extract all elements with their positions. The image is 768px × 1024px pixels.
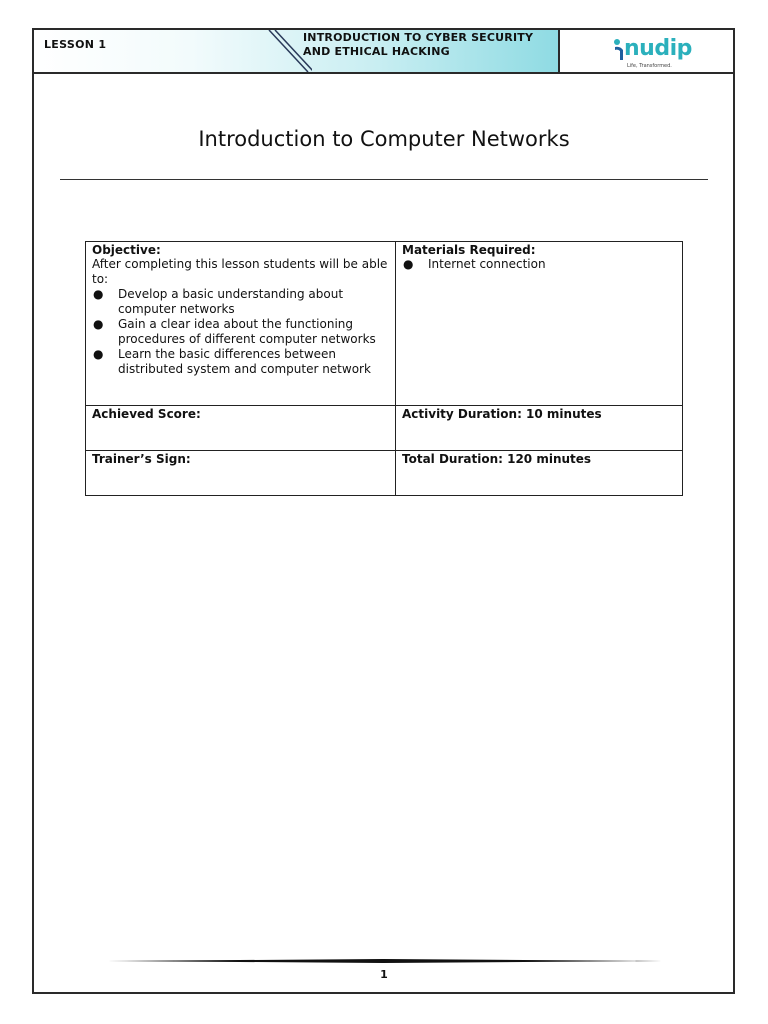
- bullet-icon: ●: [93, 287, 104, 301]
- logo-wordmark: nudip: [624, 36, 692, 61]
- total-duration-label: Total Duration: 120 minutes: [402, 452, 592, 466]
- header-divider: [558, 30, 560, 72]
- list-item: [92, 317, 389, 347]
- activity-duration-cell: [396, 406, 683, 451]
- materials-list: [402, 257, 676, 272]
- objective-item-text: Learn the basic differences between distributed system and computer network: [118, 347, 371, 376]
- total-duration-cell: [396, 451, 683, 496]
- bullet-icon: ●: [93, 317, 104, 331]
- trainer-sign-cell: [86, 451, 396, 496]
- lesson-label: LESSON 1: [44, 38, 107, 51]
- title-divider: [60, 179, 708, 180]
- lesson-info-table: [85, 241, 683, 496]
- objective-item-text: Gain a clear idea about the functioning procedures of different computer networks: [118, 317, 376, 346]
- logo-tagline: Life, Transformed.: [627, 63, 672, 69]
- page-header: [34, 30, 733, 74]
- course-title-line-1: INTRODUCTION TO CYBER SECURITY: [303, 31, 534, 44]
- materials-label: Materials Required:: [402, 243, 536, 257]
- objective-list: [92, 287, 389, 377]
- objective-label: Objective:: [92, 243, 161, 257]
- list-item: [92, 287, 389, 317]
- table-row: [86, 242, 683, 406]
- objective-intro: After completing this lesson students will be able to:: [92, 257, 388, 286]
- course-title: [303, 31, 533, 59]
- materials-item-text: Internet connection: [428, 257, 546, 271]
- page-frame: [32, 28, 735, 994]
- materials-cell: [396, 242, 683, 406]
- bullet-icon: ●: [403, 257, 414, 271]
- page-title: Introduction to Computer Networks: [198, 127, 570, 151]
- activity-duration-label: Activity Duration: 10 minutes: [402, 407, 602, 421]
- achieved-score-label: Achieved Score:: [92, 407, 201, 421]
- table-row: [86, 406, 683, 451]
- footer-divider: [107, 958, 662, 964]
- list-item: [92, 347, 389, 377]
- trainer-sign-label: Trainer’s Sign:: [92, 452, 191, 466]
- table-row: [86, 451, 683, 496]
- list-item: [402, 257, 676, 272]
- course-title-line-2: AND ETHICAL HACKING: [303, 45, 450, 58]
- objective-item-text: Develop a basic understanding about computer networks: [118, 287, 344, 316]
- bullet-icon: ●: [93, 347, 104, 361]
- objective-cell: [86, 242, 396, 406]
- achieved-score-cell: [86, 406, 396, 451]
- inudip-logo: [612, 36, 702, 70]
- page-number: 1: [380, 968, 388, 981]
